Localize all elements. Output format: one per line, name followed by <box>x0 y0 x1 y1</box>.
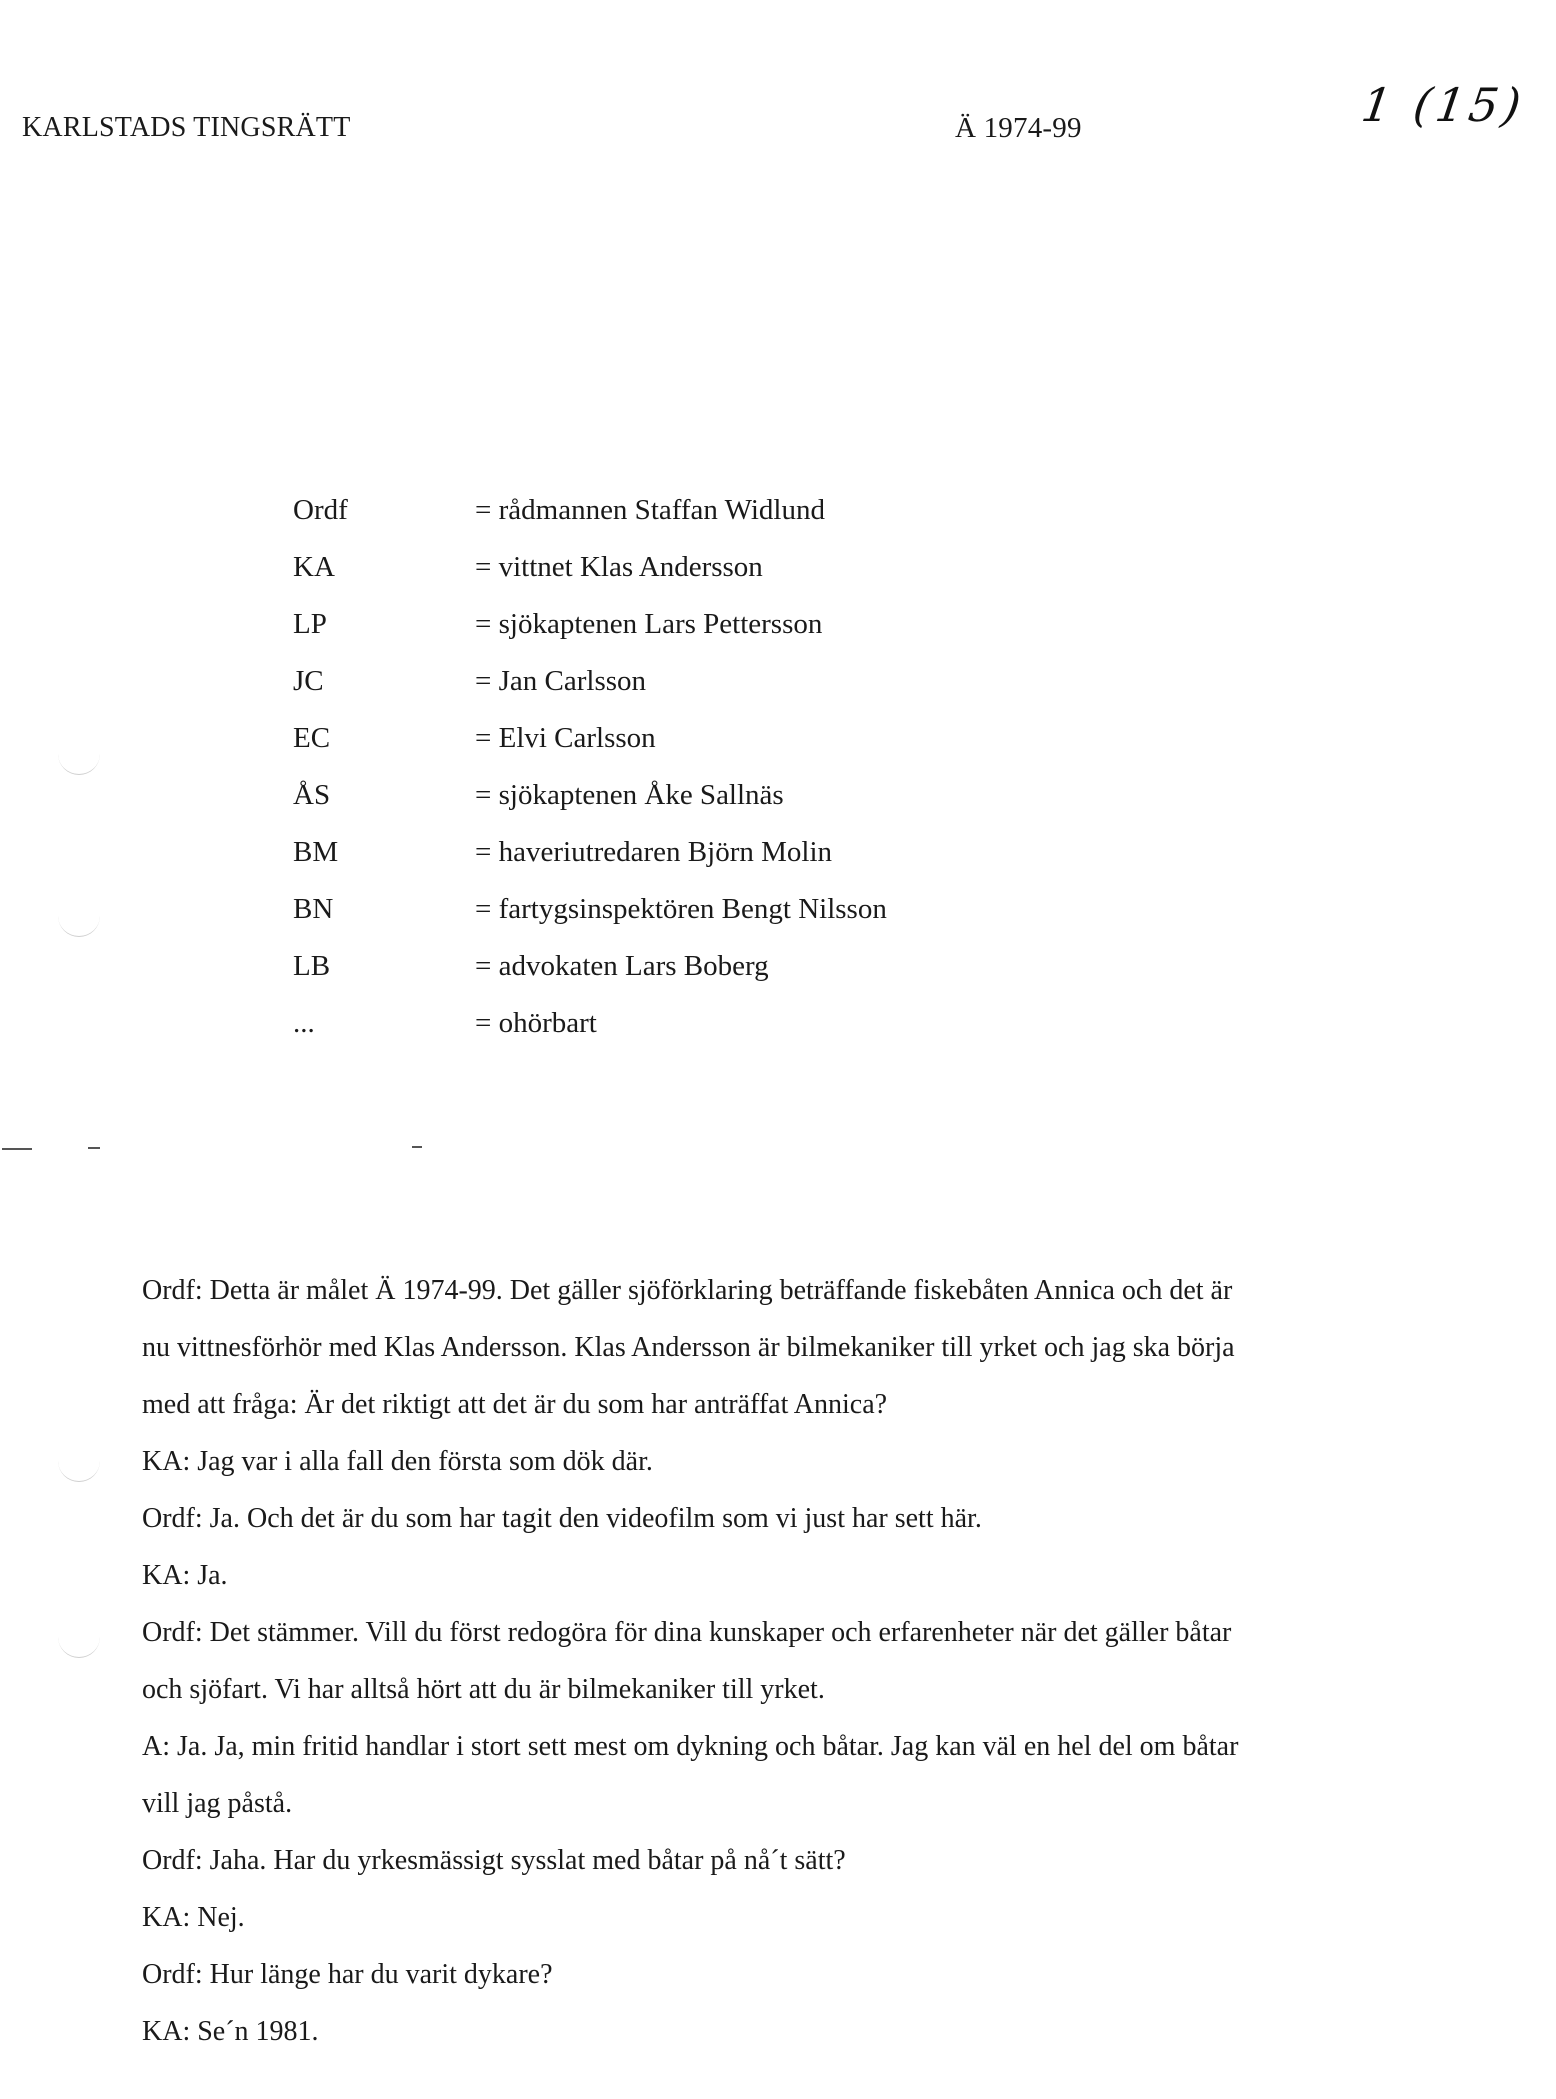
legend-abbreviation: Ordf <box>293 494 348 526</box>
legend-abbreviation: BN <box>293 893 334 925</box>
legend-definition: = sjökaptenen Lars Pettersson <box>475 608 823 640</box>
legend-definition: = fartygsinspektören Bengt Nilsson <box>475 893 887 925</box>
transcript-line: vill jag påstå. <box>142 1788 293 1819</box>
legend-row <box>293 551 1053 608</box>
transcript-line: KA: Nej. <box>142 1902 245 1933</box>
speaker-legend <box>293 494 1053 1064</box>
court-name: KARLSTADS TINGSRÄTT <box>22 112 351 143</box>
legend-definition: = ohörbart <box>475 1007 597 1039</box>
transcript-line: Ordf: Jaha. Har du yrkesmässigt sysslat med båtar på nå´t sätt? <box>142 1845 846 1876</box>
scan-mark <box>88 1147 100 1149</box>
legend-definition: = sjökaptenen Åke Sallnäs <box>475 779 784 811</box>
transcript-line: KA: Se´n 1981. <box>142 2016 319 2047</box>
legend-definition: = vittnet Klas Andersson <box>475 551 763 583</box>
transcript-line: Ordf: Hur länge har du varit dykare? <box>142 1959 553 1990</box>
transcript-line: Ordf: Detta är målet Ä 1974-99. Det gäller sjöförklaring beträffande fiskebåten Annica och det är <box>142 1275 1233 1306</box>
transcript-line: KA: Jag var i alla fall den första som dök där. <box>142 1446 653 1477</box>
legend-abbreviation: JC <box>293 665 324 697</box>
legend-row <box>293 779 1053 836</box>
legend-row <box>293 1007 1053 1064</box>
legend-row <box>293 893 1053 950</box>
transcript-line: och sjöfart. Vi har alltså hört att du är bilmekaniker till yrket. <box>142 1674 825 1705</box>
legend-row <box>293 608 1053 665</box>
legend-abbreviation: ... <box>293 1007 315 1039</box>
punch-hole-mark <box>58 895 100 937</box>
legend-definition: = advokaten Lars Boberg <box>475 950 769 982</box>
legend-abbreviation: KA <box>293 551 335 583</box>
legend-definition: = haveriutredaren Björn Molin <box>475 836 833 868</box>
legend-abbreviation: LB <box>293 950 331 982</box>
legend-abbreviation: EC <box>293 722 331 754</box>
scan-mark <box>2 1148 32 1150</box>
transcript-line: med att fråga: Är det riktigt att det är du som har anträffat Annica? <box>142 1389 888 1420</box>
legend-definition: = rådmannen Staffan Widlund <box>475 494 825 526</box>
legend-row <box>293 665 1053 722</box>
punch-hole-mark <box>58 1616 100 1658</box>
legend-row <box>293 722 1053 779</box>
transcript-line: nu vittnesförhör med Klas Andersson. Klas Andersson är bilmekaniker till yrket och jag ska börja <box>142 1332 1235 1363</box>
legend-definition: = Jan Carlsson <box>475 665 647 697</box>
legend-abbreviation: LP <box>293 608 327 640</box>
legend-row <box>293 494 1053 551</box>
legend-abbreviation: ÅS <box>293 779 331 811</box>
transcript-dialogue <box>142 1271 1472 2069</box>
transcript-line: A: Ja. Ja, min fritid handlar i stort sett mest om dykning och båtar. Jag kan väl en hel del om båtar <box>142 1731 1239 1762</box>
transcript-line: KA: Ja. <box>142 1560 228 1591</box>
case-number: Ä 1974-99 <box>955 112 1082 144</box>
punch-hole-mark <box>58 733 100 775</box>
legend-row <box>293 950 1053 1007</box>
transcript-line: Ordf: Ja. Och det är du som har tagit den videofilm som vi just har sett här. <box>142 1503 982 1534</box>
legend-row <box>293 836 1053 893</box>
handwritten-page-number: 1 (15) <box>1358 78 1529 132</box>
transcript-line: Ordf: Det stämmer. Vill du först redogöra för dina kunskaper och erfarenheter när det gäller båtar <box>142 1617 1232 1648</box>
scan-mark <box>412 1146 422 1148</box>
punch-hole-mark <box>58 1440 100 1482</box>
legend-abbreviation: BM <box>293 836 339 868</box>
legend-definition: = Elvi Carlsson <box>475 722 656 754</box>
